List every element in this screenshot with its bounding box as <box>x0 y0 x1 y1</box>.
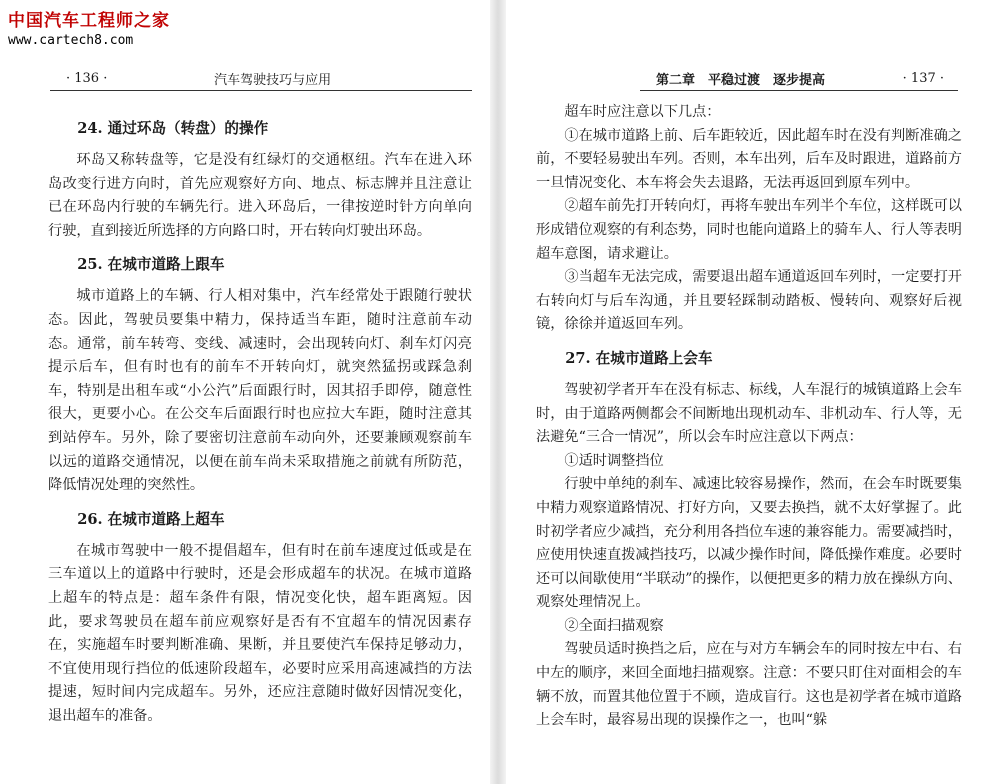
right-header-rule <box>640 90 958 91</box>
overtake-intro: 超车时应注意以下几点： <box>564 104 721 120</box>
section-25-paragraph: 城市道路上的车辆、行人相对集中，汽车经常处于跟随行驶状态。因此，驾驶员要集中精力，保持适当车距，随时注意前车动态。通常，前车转弯、变线、减速时，会出现转向灯、刹车灯闪亮提示后车，但有时也有的前车不开转向灯，就突然猛拐或踩急刹车，特别是出租车或“小公汽”后面跟行时，因其招手即停，随意性很大，更要小心。在公交车后面跟行时也应拉大车距，随时注意其到站停车。另外，除了要密切注意前车动向外，还要兼顾观察前车以远的道路交通情况，以便在前车尚未采取措施之前就有所防范，降低情况处理的突然性。 <box>48 288 472 494</box>
overtake-point-3: ③当超车无法完成，需要退出超车通道返回车列时，一定要打开右转向灯与后车沟通，并且要轻踩制动踏板、慢转向、观察好后视镜，徐徐并道返回车列。 <box>536 269 962 333</box>
section-26-paragraph: 在城市驾驶中一般不提倡超车，但有时在前车速度过低或是在三车道以上的道路中行驶时，还是会形成超车的状况。在城市道路上超车的特点是：超车条件有限，情况变化快，超车距离短。因此，要求驾驶员在超车前应观察好是否有不宜超车的情况因素存在，实施超车时要判断准确、果断，并且要使汽车保持足够动力，不宜使用现行挡位的低速阶段超车，必要时应采用高速减挡的方法提速，短时间内完成超车。另外，还应注意随时做好因情况变化，退出超车的准备。 <box>48 542 472 724</box>
section-24-paragraph: 环岛又称转盘等，它是没有红绿灯的交通枢纽。汽车在进入环岛改变行进方向时，首先应观察好方向、地点、标志牌并且注意让已在环岛内行驶的车辆先行。进入环岛后，一律按逆时针方向单向行驶，直到接近所选择的方向路口时，开右转向灯驶出环岛。 <box>48 152 472 239</box>
section-26-heading: 26. 在城市道路上超车 <box>77 510 225 528</box>
left-page-number: · 136 · <box>66 70 108 86</box>
left-running-title: 汽车驾驶技巧与应用 <box>214 72 332 88</box>
left-page-header <box>66 67 468 89</box>
subpoint-2-paragraph: 驾驶员适时换挡之后，应在与对方车辆会车的同时按左中右、右中左的顺序，来回全面地扫描观察。注意：不要只盯住对面相会的车辆不放，而置其他位置于不顾，造成盲行。这也是初学者在城市道路上会车时，最容易出现的误操作之一，也叫“躲 <box>536 641 962 729</box>
subpoint-1-paragraph: 行驶中单纯的刹车、减速比较容易操作，然而，在会车时既要集中精力观察道路情况、打好方向，又要去换挡，就不太好掌握了。此时初学者应少减挡，充分利用各挡位车速的兼容能力。需要减挡时，应使用快速直拨减挡技巧，以减少操作时间，降低操作难度。必要时还可以间歇使用“半联动”的操作，以便把更多的精力放在操纵方向、观察处理情况上。 <box>536 476 962 611</box>
right-page-header <box>656 67 944 89</box>
subpoint-2-title: ②全面扫描观察 <box>564 617 664 634</box>
right-page-content <box>536 101 962 733</box>
overtake-point-1: ①在城市道路上前、后车距较近，因此超车时在没有判断准确之前，不要轻易驶出车列。否则，本车出列，后车及时跟进，道路前方一旦情况变化、本车将会失去退路，无法再返回到原车列中。 <box>536 127 962 191</box>
left-page-content <box>48 117 472 728</box>
watermark-url: www.cartech8.com <box>8 33 134 48</box>
right-chapter-title: 第二章 平稳过渡 逐步提高 <box>656 72 826 88</box>
book-gutter <box>490 0 506 784</box>
section-27-heading: 27. 在城市道路上会车 <box>565 349 713 367</box>
overtake-point-2: ②超车前先打开转向灯，再将车驶出车列半个车位，这样既可以形成错位观察的有利态势，同时也能向道路上的骑车人、行人等表明超车意图，请求避让。 <box>536 198 962 262</box>
right-page <box>506 0 992 784</box>
watermark-site-name: 中国汽车工程师之家 <box>8 11 170 31</box>
right-page-number: · 137 · <box>902 70 944 86</box>
section-25-heading: 25. 在城市道路上跟车 <box>77 256 225 274</box>
section-24-heading: 24. 通过环岛（转盘）的操作 <box>77 120 269 137</box>
left-header-rule <box>50 90 472 91</box>
subpoint-1-title: ①适时调整挡位 <box>564 452 664 469</box>
section-27-paragraph: 驾驶初学者开车在没有标志、标线，人车混行的城镇道路上会车时，由于道路两侧都会不间断地出现机动车、非机动车、行人等，无法避免“三合一情况”，所以会车时应注意以下两点： <box>536 381 962 446</box>
left-page <box>0 0 490 784</box>
